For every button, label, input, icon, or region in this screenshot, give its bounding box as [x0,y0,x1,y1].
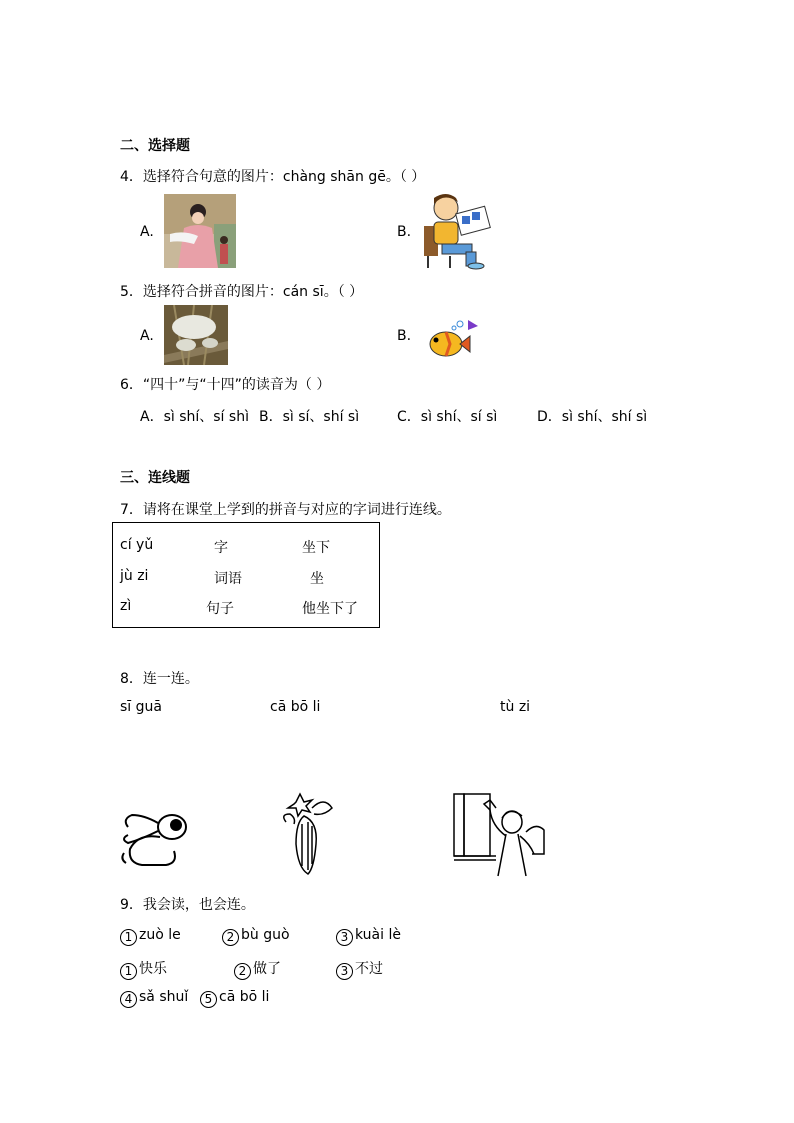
question-9-text: 9．我会读，也会连。 [120,897,255,913]
q6-option-c[interactable]: C．sì shí、sí sì [397,409,498,425]
q9-word-label: 快乐 [139,961,167,977]
circled-number: 3 [336,963,353,980]
q9-pinyin-label: sǎ shuǐ [139,989,189,1005]
q4-option-a-label: A. [140,224,154,240]
circled-number: 3 [336,929,353,946]
window-wiping-icon[interactable] [450,792,548,880]
q9-word-label: 不过 [355,961,383,977]
circled-number: 1 [120,963,137,980]
q8-pinyin-1[interactable]: sī guā [120,699,162,715]
q9-row2-item-3[interactable] [336,958,383,980]
question-4-text: 4．选择符合句意的图片：chàng shān gē。（ ） [120,169,426,185]
q7-phrase-3[interactable]: 他坐下了 [302,601,358,617]
q7-word-2[interactable]: 词语 [214,571,242,587]
circled-number: 2 [222,929,239,946]
q9-row3-item-1[interactable] [120,989,188,1008]
question-8-text: 8．连一连。 [120,671,199,687]
loofah-icon[interactable] [278,792,336,876]
circled-number: 1 [120,929,137,946]
q6-option-d[interactable]: D．sì shí、shí sì [537,409,648,425]
boy-reading-book-icon[interactable] [420,190,494,270]
q7-phrase-2[interactable]: 坐 [310,571,324,587]
q5-option-a-label: A. [140,328,154,344]
fish-icon[interactable] [424,318,480,360]
q9-pinyin-label: zuò le [139,927,181,943]
q9-word-label: 做了 [253,961,281,977]
q9-row1-item-3[interactable] [336,927,401,946]
q9-row1-item-1[interactable] [120,927,181,946]
circled-number: 2 [234,963,251,980]
question-5-text: 5．选择符合拼音的图片：cán sī。（ ） [120,284,364,300]
q7-pinyin-1[interactable]: cí yǔ [120,537,154,553]
question-6-text: 6．“四十”与“十四”的读音为（ ） [120,377,331,393]
q5-option-b-label: B. [397,328,412,344]
q6-option-a[interactable]: A．sì shí、sí shì [140,409,249,425]
q7-word-1[interactable]: 字 [214,540,228,556]
q6-option-b[interactable]: B．sì sí、shí sì [259,409,360,425]
q7-pinyin-3[interactable]: zì [120,598,132,614]
section-title-choice: 二、选择题 [120,138,190,154]
q9-row2-item-1[interactable] [120,958,167,980]
q7-word-3[interactable]: 句子 [206,601,234,617]
q9-row1-item-2[interactable] [222,927,290,946]
q4-option-b-label: B. [397,224,412,240]
question-7-text: 7．请将在课堂上学到的拼音与对应的字词进行连线。 [120,502,451,518]
q7-pinyin-2[interactable]: jù zi [120,568,149,584]
singing-woman-photo[interactable] [164,194,236,268]
q8-pinyin-3[interactable]: tù zi [500,699,531,715]
q7-phrase-1[interactable]: 坐下 [302,540,330,556]
rabbit-icon[interactable] [118,805,190,869]
section-title-matching: 三、连线题 [120,470,190,486]
q9-pinyin-label: kuài lè [355,927,401,943]
silk-cocoon-photo[interactable] [164,305,228,365]
circled-number: 5 [200,991,217,1008]
q8-pinyin-2[interactable]: cā bō li [270,699,321,715]
q9-pinyin-label: bù guò [241,927,290,943]
q9-pinyin-label: cā bō li [219,989,270,1005]
q9-row2-item-2[interactable] [234,958,281,980]
q9-row3-item-2[interactable] [200,989,269,1008]
circled-number: 4 [120,991,137,1008]
